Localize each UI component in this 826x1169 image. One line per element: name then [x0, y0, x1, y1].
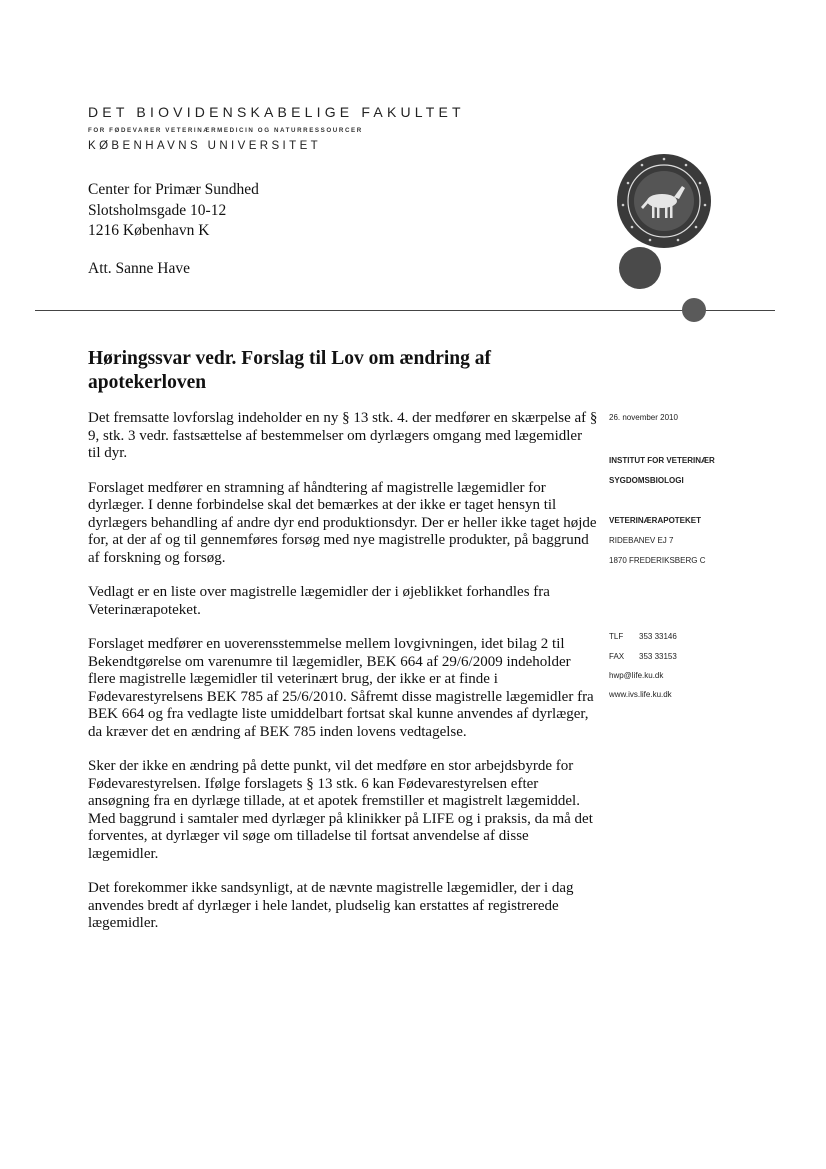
- institute-line-2: SYGDOMSBIOLOGI: [609, 476, 684, 485]
- faculty-subtitle: FOR FØDEVARER VETERINÆRMEDICIN OG NATURRESSOURCER: [88, 127, 363, 134]
- email-link[interactable]: hwp@life.ku.dk: [609, 671, 664, 680]
- fax-value: 353 33153: [639, 652, 677, 661]
- phone-row: [609, 632, 677, 641]
- letter-body: [88, 410, 598, 950]
- paragraph-4: Forslaget medfører en uoverensstemmelse mellem lovgivningen, idet bilag 2 til Bekendtgørelse om varenumre til lægemidler, BEK 664 af 29/6/2009 indeholder flere magistrelle lægemidler til veterinært brug, der ikke er at finde i Fødevarestyrelsens BEK 785 af 25/6/2010. Såfremt disse magistrelle lægemidler fra BEK 664 og fra vedlagte liste umiddelbart fortsat skal kunne anvendes af dyrlæger, da kræver det en ændring af BEK 785 inden lovens vedtagelse.: [88, 636, 594, 740]
- recipient-address: [88, 180, 259, 242]
- recipient-city: 1216 København K: [88, 222, 210, 239]
- fax-label: FAX: [609, 652, 625, 661]
- letter-title: Høringssvar vedr. Forslag til Lov om ændring af apotekerloven: [88, 348, 492, 393]
- website-link[interactable]: www.ivs.life.ku.dk: [609, 690, 672, 699]
- divider-dot: [682, 298, 706, 322]
- phone-label: TLF: [609, 632, 624, 641]
- institute-line-1: INSTITUT FOR VETERINÆR: [609, 456, 715, 465]
- university-seal-icon: [616, 153, 712, 249]
- recipient-name: Center for Primær Sundhed: [88, 181, 259, 198]
- header-divider: [35, 310, 775, 311]
- recipient-street: Slotsholmsgade 10-12: [88, 201, 227, 219]
- paragraph-6: Det forekommer ikke sandsynligt, at de nævnte magistrelle lægemidler, der i dag anvendes bredt af dyrlæger i hele landet, pludselig kan erstattes af registrerede lægemidler.: [88, 880, 574, 931]
- fax-row: [609, 652, 677, 661]
- paragraph-3: Vedlagt er en liste over magistrelle lægemidler der i øjeblikket forhandles fra Veterinærapoteket.: [88, 584, 550, 618]
- department-street: RIDEBANEV EJ 7: [609, 536, 674, 545]
- decorative-dot: [619, 247, 661, 289]
- letter-date: 26. november 2010: [609, 413, 678, 422]
- paragraph-1: Det fremsatte lovforslag indeholder en ny § 13 stk. 4. der medfører en skærpelse af § 9, stk. 3 vedr. fastsættelse af bestemmelser om dyrlægers omgang med lægemidler til dyr.: [88, 410, 598, 461]
- paragraph-2: Forslaget medfører en stramning af håndtering af magistrelle lægemidler for dyrlæger. I denne forbindelse skal det bemærkes at der ikke er taget hensyn til dyrlægers behandling af andre dyr end produktionsdyr. Der er heller ikke taget højde for, at der af og til gennemføres forsøg med nye magistrelle produkter, på baggrund af forskning og forsøg.: [88, 479, 597, 566]
- university-name: KØBENHAVNS UNIVERSITET: [88, 140, 322, 152]
- department-city: 1870 FREDERIKSBERG C: [609, 556, 706, 565]
- recipient-attention: Att. Sanne Have: [88, 260, 191, 277]
- paragraph-5: Sker der ikke en ændring på dette punkt, vil det medføre en stor arbejdsbyrde for Fødevarestyrelsen. Ifølge forslagets § 13 stk. 6 kan Fødevarestyrelsen efter ansøgning fra en dyrlæge tillade, at et apotek fremstiller et magistrelt lægemiddel. Med baggrund i samtaler med dyrlæger på klinikker på LIFE og i praksis, da må det forventes, at dyrlæger vil søge om tilladelse til fortsat anvendelse af disse lægemidler.: [88, 758, 593, 862]
- phone-value: 353 33146: [639, 632, 677, 641]
- department-name: VETERINÆRAPOTEKET: [609, 516, 702, 525]
- faculty-name: DET BIOVIDENSKABELIGE FAKULTET: [88, 104, 465, 120]
